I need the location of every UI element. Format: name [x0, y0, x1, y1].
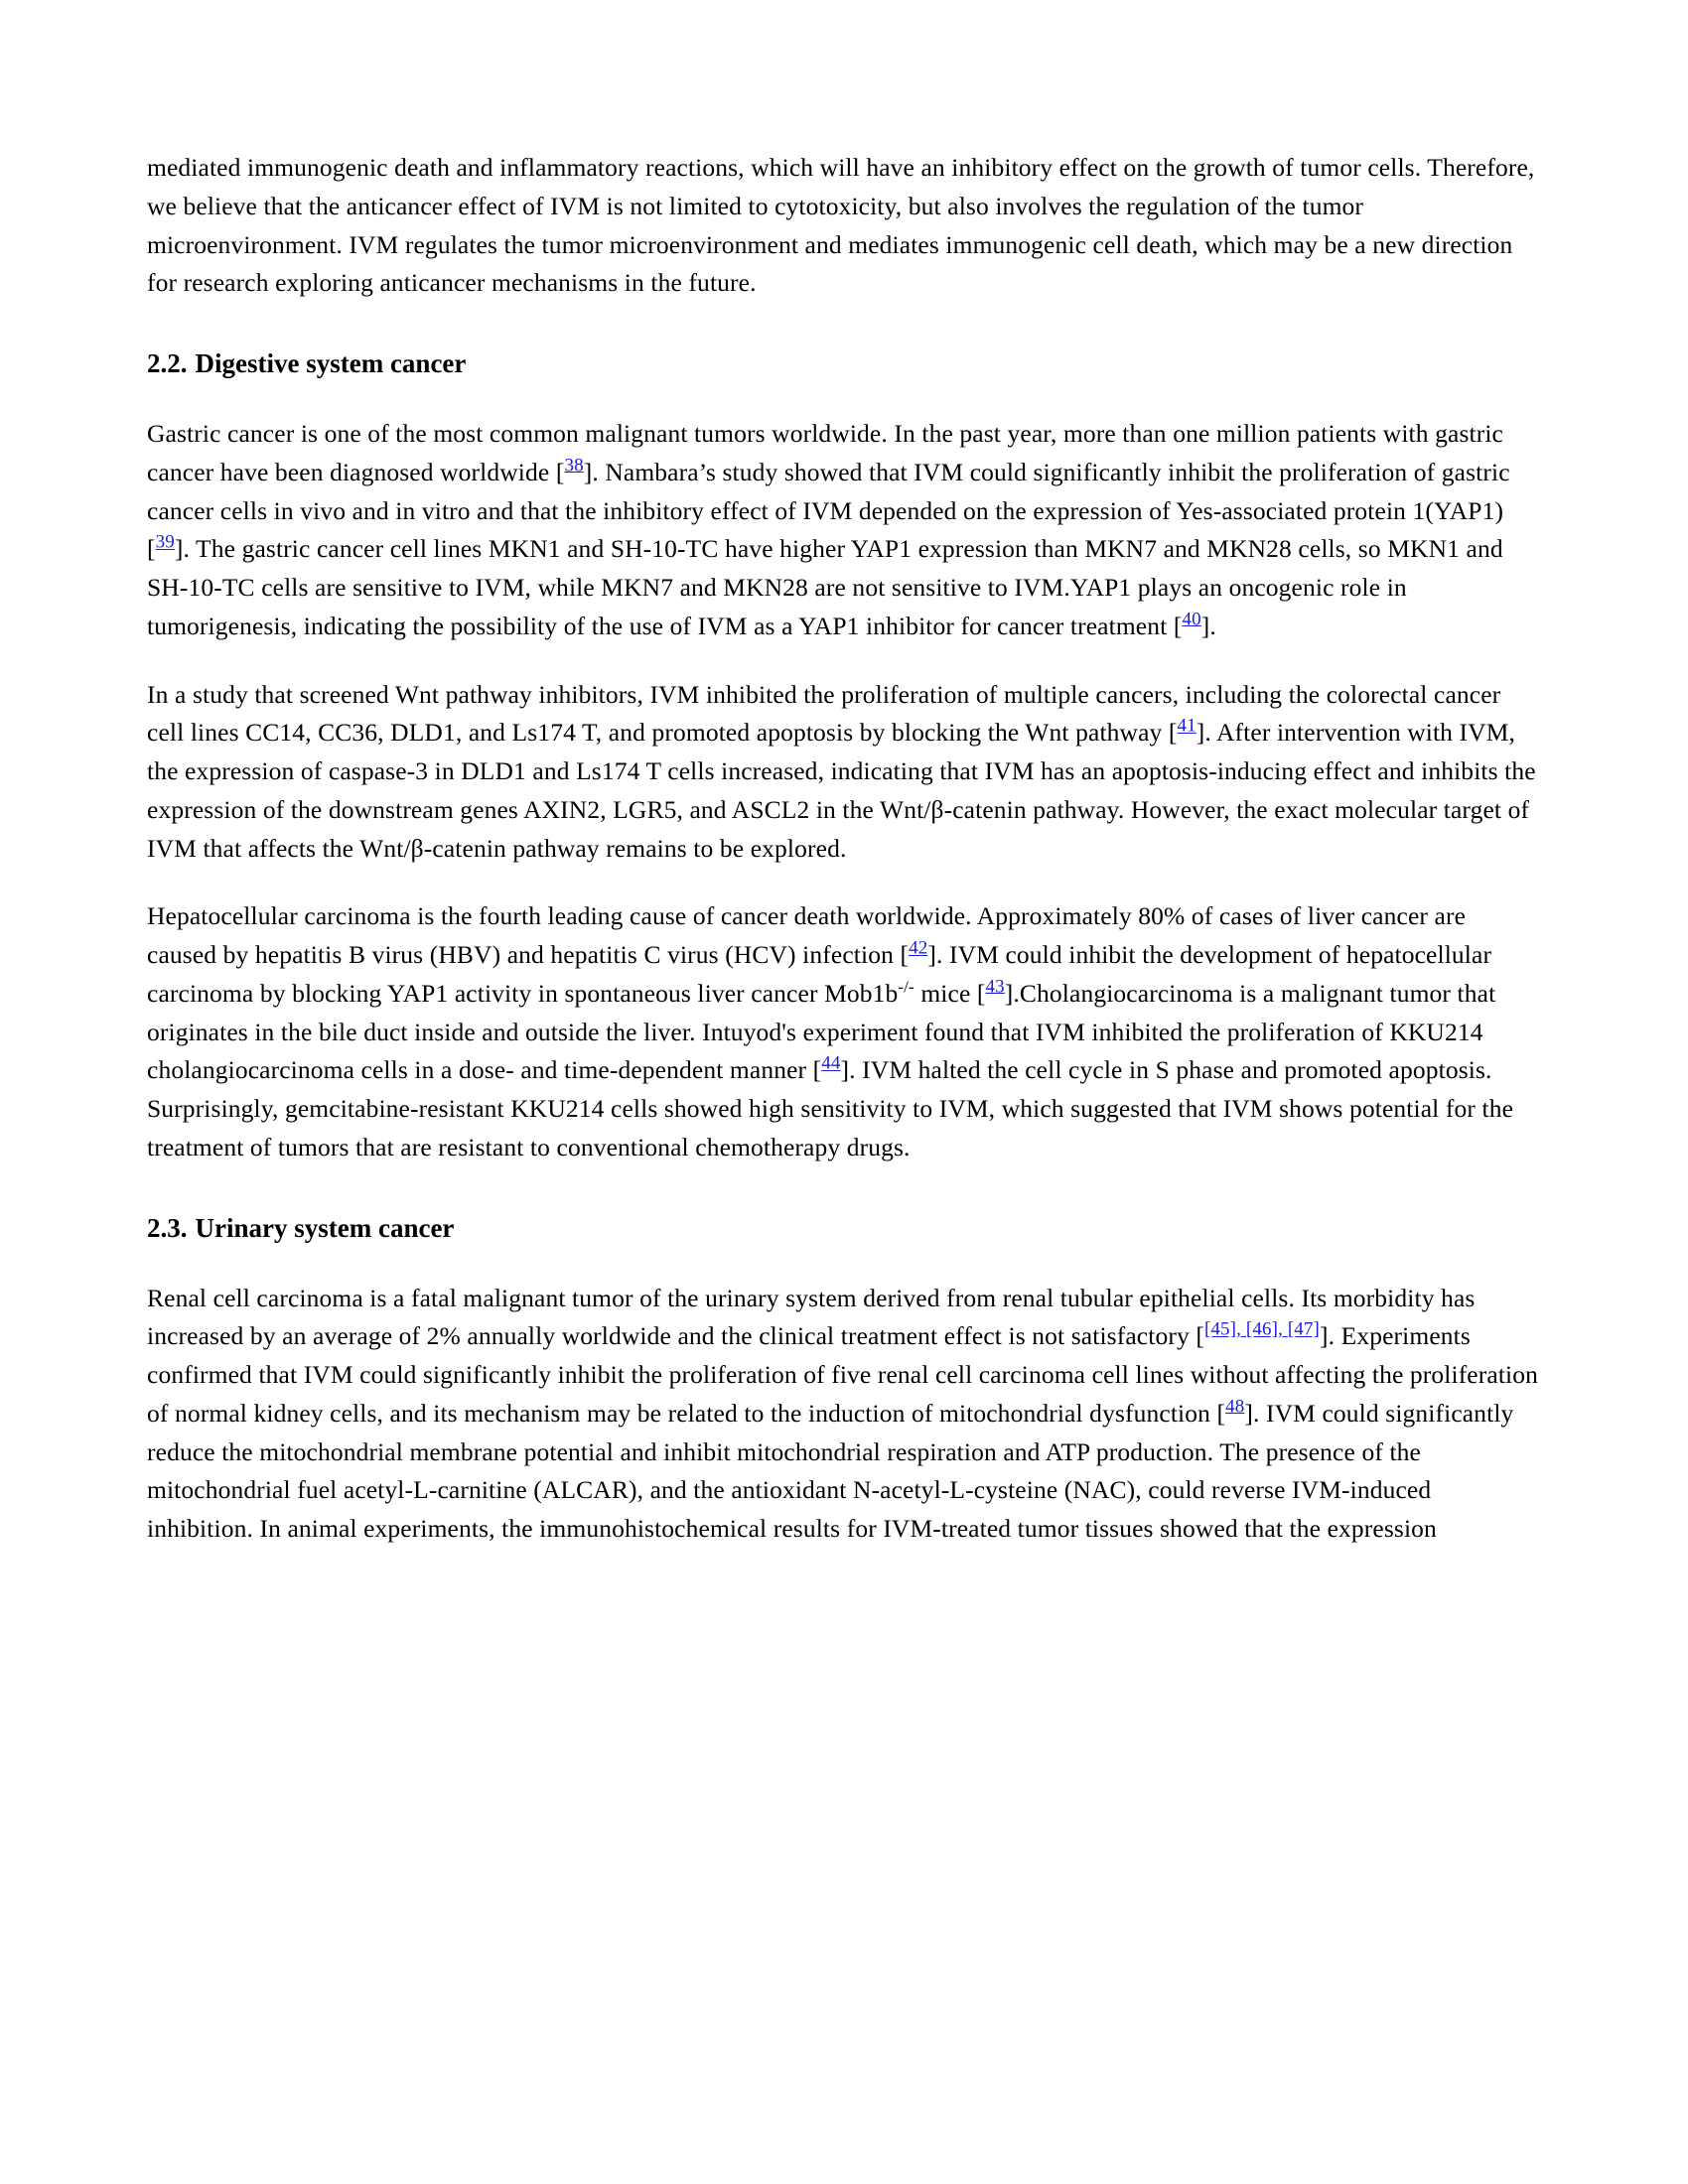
paragraph-text-part: Renal cell carcinoma is a fatal malignant tumor of the urinary system derived from renal tubular epithelial cells. Its morbidity has increased by an average of 2% annually worldwide and the clinical treatment effect is not satisfactory [ — [147, 1283, 1476, 1351]
superscript-genotype: -/- — [898, 977, 914, 997]
paragraph-text-part: ].Cholangiocarcinoma is a malignant tumor that originates in the bile duct inside and outside the liver. Intuyod's experiment found that IVM inhibited the proliferation of KKU214 cholangiocarcinoma cells in a dose- and time-dependent manner [ — [147, 978, 1496, 1085]
citation-link-39[interactable]: 39 — [155, 531, 175, 553]
citation-link-45[interactable]: [45] — [1203, 1318, 1237, 1340]
section-title: Urinary system cancer — [195, 1212, 455, 1243]
citation-link-38[interactable]: 38 — [564, 455, 584, 477]
citation-link-40[interactable]: 40 — [1182, 609, 1201, 630]
citation-separator: , — [1278, 1318, 1288, 1340]
paragraph-text-part: ]. — [1200, 611, 1216, 640]
citation-link-47[interactable]: [47] — [1287, 1318, 1320, 1340]
paragraph-text-part: Hepatocellular carcinoma is the fourth leading cause of cancer death worldwide. Approximately 80% of cases of liver cancer are caused by hepatitis B virus (HBV) and hepatitis C virus (HCV) infection [ — [147, 901, 1467, 970]
section-heading-digestive — [147, 346, 1541, 381]
section-number: 2.3. — [147, 1212, 188, 1243]
paragraph-text-part: ]. Nambara’s study showed that IVM could significantly inhibit the proliferation of gastric cancer cells in vivo and in vitro and that the inhibitory effect of IVM depended on the expression of Yes-associated protein 1(YAP1)[ — [147, 457, 1510, 564]
citation-link-44[interactable]: 44 — [821, 1052, 841, 1074]
paragraph-wnt-pathway — [147, 676, 1541, 869]
paragraph-text-part: mice [ — [914, 978, 986, 1008]
paragraph-text-part: ]. After intervention with IVM, the expression of caspase-3 in DLD1 and Ls174 T cells increased, indicating that IVM has an apoptosis-inducing effect and inhibits the expression of the downstream genes AXIN2, LGR5, and ASCL2 in the Wnt/β-catenin pathway. However, the exact molecular target of IVM that affects the Wnt/β-catenin pathway remains to be explored. — [147, 718, 1536, 863]
citation-link-48[interactable]: 48 — [1225, 1396, 1245, 1418]
paragraph-text-part: ]. The gastric cancer cell lines MKN1 and SH-10-TC have higher YAP1 expression than MKN7 and MKN28 cells, so MKN1 and SH-10-TC cells are sensitive to IVM, while MKN7 and MKN28 are not sensitive to IVM.YAP1 plays an oncogenic role in tumorigenesis, indicating the possibility of the use of IVM as a YAP1 inhibitor for cancer treatment [ — [147, 534, 1503, 640]
citation-separator: , — [1236, 1318, 1246, 1340]
paragraph-text-part: ]. IVM halted the cell cycle in S phase and promoted apoptosis. Surprisingly, gemcitabine-resistant KKU214 cells showed high sensitivity to IVM, which suggested that IVM shows potential for the treatment of tumors that are resistant to conventional chemotherapy drugs. — [147, 1055, 1514, 1161]
paragraph-renal-cell-carcinoma — [147, 1280, 1541, 1549]
paragraph-text-part: ]. IVM could significantly reduce the mitochondrial membrane potential and inhibit mitochondrial respiration and ATP production. The presence of the mitochondrial fuel acetyl-L-carnitine (ALCAR), and the antioxidant N-acetyl-L-cysteine (NAC), could reverse IVM-induced inhibition. In animal experiments, the immunohistochemical results for IVM-treated tumor tissues showed that the expression — [147, 1398, 1514, 1544]
citation-link-42[interactable]: 42 — [909, 937, 928, 959]
section-title: Digestive system cancer — [195, 348, 467, 378]
paragraph-text-part: Gastric cancer is one of the most common malignant tumors worldwide. In the past year, more than one million patients with gastric cancer have been diagnosed worldwide [ — [147, 419, 1504, 486]
paragraph-continuation — [147, 149, 1541, 303]
section-number: 2.2. — [147, 348, 188, 378]
section-heading-urinary — [147, 1211, 1541, 1246]
paragraph-gastric-cancer — [147, 415, 1541, 646]
citation-link-43[interactable]: 43 — [985, 976, 1005, 998]
paragraph-hepatocellular-carcinoma — [147, 897, 1541, 1166]
citation-link-46[interactable]: [46] — [1245, 1318, 1279, 1340]
paragraph-text-part: ]. IVM could inhibit the development of hepatocellular carcinoma by blocking YAP1 activity in spontaneous liver cancer Mob1b — [147, 940, 1492, 1008]
paragraph-text: mediated immunogenic death and inflammatory reactions, which will have an inhibitory effect on the growth of tumor cells. Therefore, we believe that the anticancer effect of IVM is not limited to cytotoxicity, but also involves the regulation of the tumor microenvironment. IVM regulates the tumor microenvironment and mediates immunogenic cell death, which may be a new direction for research exploring anticancer mechanisms in the future. — [147, 153, 1535, 298]
citation-link-41[interactable]: 41 — [1177, 715, 1196, 737]
paragraph-text-part: In a study that screened Wnt pathway inhibitors, IVM inhibited the proliferation of multiple cancers, including the colorectal cancer cell lines CC14, CC36, DLD1, and Ls174 T, and promoted apoptosis by blocking the Wnt pathway [ — [147, 679, 1501, 748]
paragraph-text-part: ]. Experiments confirmed that IVM could significantly inhibit the proliferation of five renal cell carcinoma cell lines without affecting the proliferation of normal kidney cells, and its mechanism may be related to the induction of mitochondrial dysfunction [ — [147, 1321, 1538, 1428]
